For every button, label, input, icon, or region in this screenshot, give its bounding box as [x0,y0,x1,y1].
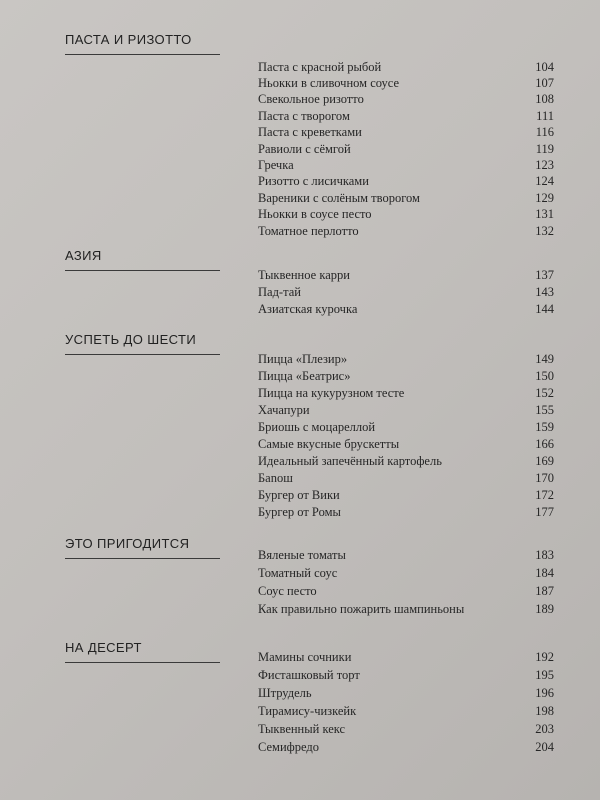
entry-page-number: 149 [535,352,554,366]
toc-entry [0,471,600,488]
toc-entry [0,369,600,386]
entry-page-number: 169 [535,454,554,468]
entry-page-number: 172 [535,488,554,502]
toc-entry [0,454,600,471]
entry-page-number: 116 [535,125,554,139]
entry-title: Мамины сочники [258,650,352,664]
toc-entry [0,174,600,191]
entry-page-number: 203 [535,722,554,736]
entry-title: Тыквенное карри [258,268,350,282]
entry-page-number: 152 [535,386,554,400]
toc-entry [0,584,600,601]
entry-title: Самые вкусные брускетты [258,437,400,451]
toc-entry [0,268,600,285]
entry-title: Идеальный запечённый картофель [258,454,442,468]
section-title: НА ДЕСЕРТ [65,640,142,655]
section-title: ЭТО ПРИГОДИТСЯ [65,536,190,551]
entry-page-number: 177 [535,505,554,519]
entry-page-number: 150 [535,369,554,383]
entry-title: Азиатская курочка [258,302,358,316]
entry-title: Паста с творогом [258,109,350,123]
entry-title: Бриошь с моцареллой [258,420,376,434]
entry-page-number: 184 [535,566,554,580]
toc-entry [0,76,600,93]
toc-entry [0,302,600,319]
section-title: АЗИЯ [65,248,102,263]
entry-title: Фисташковый торт [258,668,360,682]
entry-page-number: 124 [535,174,554,188]
entry-title: Пицца на кукурузном тесте [258,386,405,400]
entry-page-number: 192 [535,650,554,664]
toc-entry [0,488,600,505]
toc-entry [0,505,600,522]
toc-entry [0,668,600,685]
entry-title: Ризотто с лисичками [258,174,369,188]
entry-page-number: 166 [535,437,554,451]
toc-entry [0,686,600,703]
entry-page-number: 104 [535,60,554,74]
entry-title: Семифредо [258,740,319,754]
entry-title: Бургер от Вики [258,488,340,502]
entry-title: Пицца «Беатрис» [258,369,351,383]
entry-page-number: 155 [535,403,554,417]
entry-page-number: 143 [535,285,554,299]
entry-title: Баnош [258,471,293,485]
entry-page-number: 204 [535,740,554,754]
entry-title: Тирамису-чизкейк [258,704,357,718]
toc-entry [0,92,600,109]
entry-page-number: 132 [535,224,554,238]
section-divider [65,54,220,55]
toc-entry [0,125,600,142]
entry-page-number: 119 [535,142,554,156]
toc-entry [0,566,600,583]
entry-page-number: 137 [535,268,554,282]
entry-page-number: 170 [535,471,554,485]
entry-title: Хачапури [258,403,310,417]
entry-title: Томатный соус [258,566,338,580]
entry-title: Как правильно пожарить шампиньоны [258,602,465,616]
entry-page-number: 144 [535,302,554,316]
toc-entry [0,704,600,721]
toc-entry [0,285,600,302]
entry-title: Вяленые томаты [258,548,346,562]
toc-entry [0,650,600,667]
toc-entry [0,224,600,241]
entry-page-number: 183 [535,548,554,562]
entry-title: Ньокки в соусе песто [258,207,372,221]
entry-title: Равиоли с сёмгой [258,142,351,156]
toc-entry [0,207,600,224]
toc-entry [0,386,600,403]
entry-title: Свекольное ризотто [258,92,364,106]
toc-entry [0,191,600,208]
toc-entry [0,548,600,565]
toc-entry [0,602,600,619]
entry-title: Пицца «Плезир» [258,352,348,366]
entry-page-number: 107 [535,76,554,90]
entry-title: Паста с креветками [258,125,362,139]
toc-entry [0,109,600,126]
entry-title: Бургер от Ромы [258,505,341,519]
entry-title: Томатное перлотто [258,224,359,238]
toc-entry [0,60,600,77]
entry-page-number: 196 [535,686,554,700]
entry-page-number: 108 [535,92,554,106]
entry-title: Соус песто [258,584,317,598]
entry-page-number: 111 [536,109,554,123]
entry-page-number: 131 [535,207,554,221]
toc-entry [0,352,600,369]
toc-entry [0,722,600,739]
entry-page-number: 198 [535,704,554,718]
toc-entry [0,437,600,454]
entry-page-number: 123 [535,158,554,172]
section-title: ПАСТА И РИЗОТТО [65,32,192,47]
entry-title: Тыквенный кекс [258,722,346,736]
entry-page-number: 189 [535,602,554,616]
entry-page-number: 195 [535,668,554,682]
entry-title: Пад-тай [258,285,301,299]
toc-entry [0,158,600,175]
entry-title: Паста с красной рыбой [258,60,382,74]
entry-title: Штрудель [258,686,312,700]
entry-page-number: 159 [535,420,554,434]
toc-entry [0,740,600,757]
section-title: УСПЕТЬ ДО ШЕСТИ [65,332,197,347]
entry-title: Вареники с солёным творогом [258,191,420,205]
entry-title: Гречка [258,158,294,172]
entry-page-number: 129 [535,191,554,205]
entry-page-number: 187 [535,584,554,598]
toc-entry [0,403,600,420]
toc-entry [0,420,600,437]
toc-entry [0,142,600,159]
entry-title: Ньокки в сливочном соусе [258,76,400,90]
